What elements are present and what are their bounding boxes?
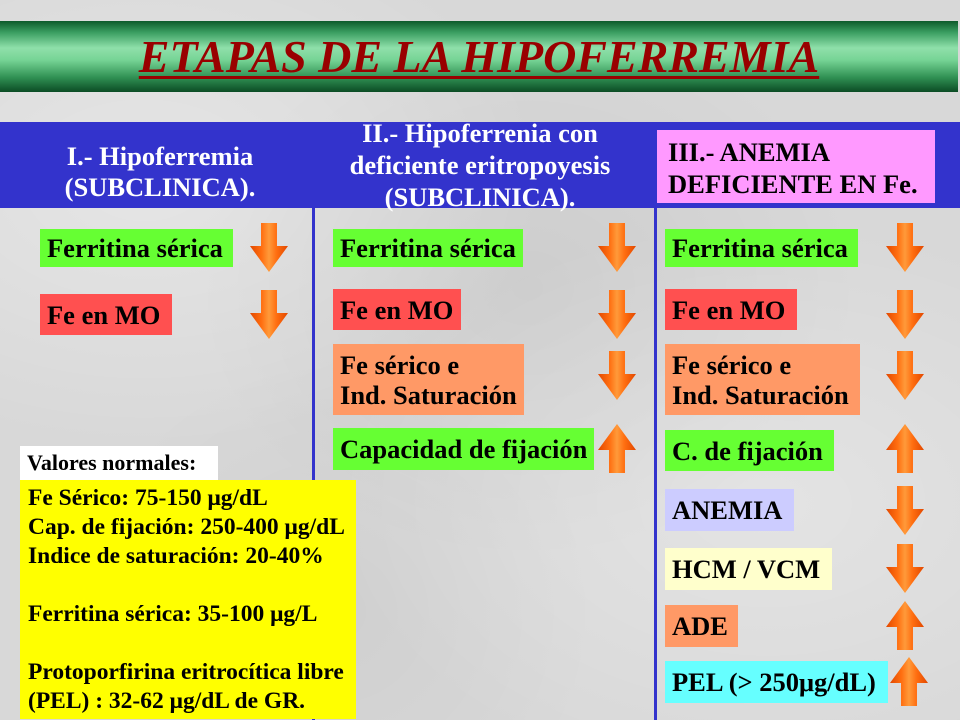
box-label: HCM / VCM — [672, 554, 821, 584]
stage-header-line: deficiente eritropoyesis — [349, 150, 611, 180]
stage-3-header — [657, 130, 935, 203]
up-arrow-icon — [886, 601, 924, 650]
normal-values-line: Indice de saturación: 20-40% — [28, 543, 324, 569]
down-arrow-icon — [886, 290, 924, 339]
box-label: Fe sérico e — [672, 349, 792, 380]
normal-values-line: (PEL) : 32-62 μg/dL de GR. — [28, 688, 306, 714]
box-label: Ferritina sérica — [672, 233, 848, 263]
box-label: Ferritina sérica — [47, 233, 223, 263]
stage-2-header — [320, 117, 640, 213]
ade-box — [665, 605, 738, 647]
box-label: Ferritina sérica — [340, 233, 516, 263]
box-label: ADE — [672, 611, 728, 641]
box-label: Ind. Saturación — [672, 379, 849, 410]
down-arrow-icon — [886, 351, 924, 400]
stage-header-line: (SUBCLINICA). — [64, 172, 256, 202]
normal-values-line: Protoporfirina eritrocítica libre — [28, 659, 344, 685]
stage-1-header — [0, 141, 320, 203]
down-arrow-icon — [250, 223, 288, 272]
down-arrow-icon — [886, 486, 924, 535]
box-label: Capacidad de fijación — [340, 434, 588, 464]
capacidad-fijacion-box — [333, 428, 594, 470]
c-de-fijacion-box — [665, 430, 834, 471]
box-label: Fe sérico e — [340, 349, 460, 380]
fe-serico-saturacion-box — [333, 344, 524, 415]
up-arrow-icon — [890, 657, 928, 706]
down-arrow-icon — [598, 290, 636, 339]
normal-values-line: Cap. de fijación: 250-400 μg/dL — [28, 514, 345, 540]
fe-en-mo-box — [333, 289, 461, 330]
hcm-vcm-box — [665, 548, 832, 590]
fe-en-mo-box — [665, 289, 797, 330]
stage-header-line: (SUBCLINICA). — [384, 182, 576, 212]
normal-values-group — [28, 484, 356, 571]
box-label: Fe en MO — [47, 299, 161, 330]
box-label: ANEMIA — [672, 495, 783, 525]
box-label: Fe en MO — [340, 294, 454, 325]
stage-header-line: DEFICIENTE EN Fe. — [668, 169, 918, 199]
title-bar — [0, 21, 958, 92]
down-arrow-icon — [250, 290, 288, 339]
normal-values-box — [20, 480, 356, 719]
box-label: PEL (> 250μg/dL) — [672, 667, 876, 697]
down-arrow-icon — [886, 223, 924, 272]
normal-values-group — [28, 658, 356, 716]
down-arrow-icon — [598, 223, 636, 272]
box-label: Fe en MO — [672, 294, 786, 325]
normal-values-line: Fe Sérico: 75-150 μg/dL — [28, 485, 268, 511]
ferritina-serica-box — [333, 229, 523, 267]
box-label: Ind. Saturación — [340, 379, 517, 410]
normal-values-label: Valores normales: — [20, 446, 218, 480]
stage-header-line: III.- ANEMIA — [668, 137, 830, 167]
down-arrow-icon — [886, 544, 924, 593]
pel-box — [665, 661, 888, 703]
ferritina-serica-box — [40, 229, 233, 267]
up-arrow-icon — [886, 424, 924, 473]
fe-serico-saturacion-box — [665, 344, 860, 415]
stage-header-line: II.- Hipoferrenia con — [362, 118, 598, 148]
anemia-box — [665, 489, 794, 531]
fe-en-mo-box — [40, 294, 172, 335]
ferritina-serica-box — [665, 229, 858, 267]
normal-values-line: Ferritina sérica: 35-100 μg/L — [28, 601, 318, 627]
column-divider — [654, 208, 657, 720]
down-arrow-icon — [598, 351, 636, 400]
stage-header-line: I.- Hipoferremia — [66, 141, 254, 171]
box-label: C. de fijación — [672, 435, 823, 466]
page-title: ETAPAS DE LA HIPOFERREMIA — [138, 31, 820, 82]
normal-values-group — [28, 600, 356, 629]
up-arrow-icon — [598, 424, 636, 473]
